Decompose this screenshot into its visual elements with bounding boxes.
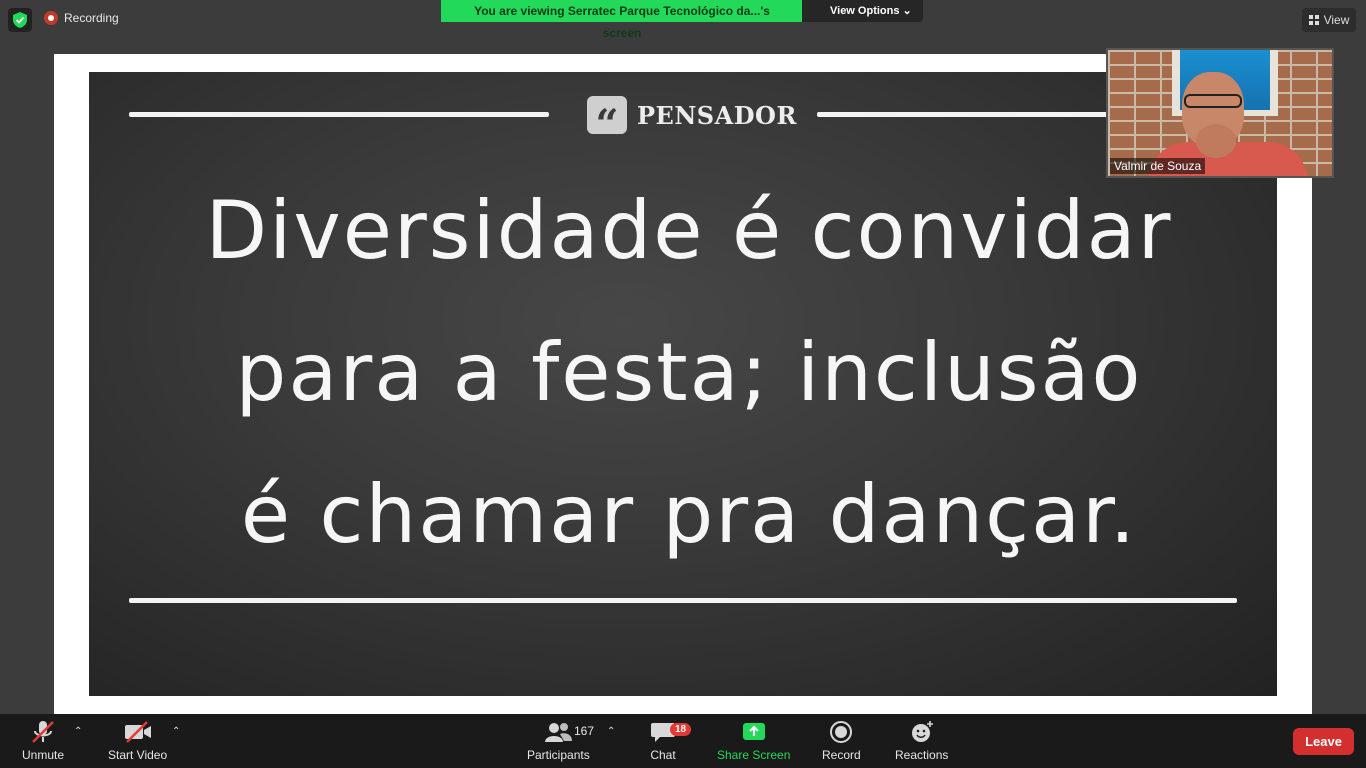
quote-line: é chamar pra dançar. bbox=[240, 468, 1138, 561]
chevron-down-icon: ⌄ bbox=[902, 5, 912, 17]
quote-line: para a festa; inclusão bbox=[235, 326, 1143, 419]
recording-label: Recording bbox=[64, 11, 119, 25]
video-options-caret[interactable]: ⌃ bbox=[172, 726, 181, 737]
viewing-banner bbox=[441, 0, 923, 40]
view-button[interactable] bbox=[1302, 8, 1356, 32]
quote-mark-icon: “ bbox=[587, 96, 627, 134]
leave-button[interactable]: Leave bbox=[1293, 728, 1354, 755]
top-bar bbox=[0, 0, 1366, 40]
record-label: Record bbox=[822, 748, 861, 762]
participant-hands bbox=[1196, 124, 1236, 158]
chalkboard-image bbox=[89, 72, 1277, 696]
logo-text: PENSADOR bbox=[637, 100, 797, 130]
share-screen-button[interactable] bbox=[717, 720, 790, 762]
divider-line bbox=[129, 112, 549, 117]
pensador-logo bbox=[587, 96, 797, 148]
participants-count: 167 bbox=[574, 724, 595, 738]
participants-icon bbox=[543, 720, 573, 744]
viewing-banner-text: You are viewing Serratec Parque Tecnológico da...'s screen bbox=[441, 0, 802, 22]
unmute-button[interactable] bbox=[22, 720, 64, 762]
microphone-muted-icon bbox=[30, 720, 56, 744]
smiley-plus-icon bbox=[909, 720, 935, 744]
share-screen-label: Share Screen bbox=[717, 748, 791, 762]
record-button[interactable] bbox=[822, 720, 861, 762]
reactions-label: Reactions bbox=[895, 748, 949, 762]
chat-button[interactable] bbox=[650, 720, 687, 762]
recording-icon bbox=[44, 11, 58, 25]
view-options-button[interactable] bbox=[802, 0, 923, 22]
divider-line bbox=[129, 598, 1237, 603]
chat-unread-badge: 18 bbox=[670, 723, 691, 736]
unmute-label: Unmute bbox=[22, 748, 65, 762]
participant-video-tile[interactable] bbox=[1106, 48, 1334, 178]
view-options-label: View Options bbox=[830, 5, 900, 17]
meeting-toolbar bbox=[0, 714, 1366, 768]
quote-text bbox=[149, 160, 1229, 586]
share-screen-icon bbox=[741, 720, 767, 744]
recording-indicator[interactable] bbox=[44, 11, 119, 25]
quote-line: Diversidade é convidar bbox=[205, 184, 1173, 277]
participants-label: Participants bbox=[527, 748, 590, 762]
participants-options-caret[interactable]: ⌃ bbox=[607, 726, 616, 737]
chat-label: Chat bbox=[650, 748, 676, 762]
reactions-button[interactable] bbox=[895, 720, 948, 762]
start-video-label: Start Video bbox=[108, 748, 168, 762]
participant-name: Valmir de Souza bbox=[1110, 158, 1205, 174]
camera-off-icon bbox=[123, 720, 153, 744]
security-shield-icon[interactable] bbox=[8, 8, 32, 32]
audio-options-caret[interactable]: ⌃ bbox=[74, 726, 83, 737]
view-label: View bbox=[1323, 13, 1350, 27]
glasses bbox=[1184, 94, 1242, 108]
start-video-button[interactable] bbox=[108, 720, 167, 762]
record-icon bbox=[829, 720, 853, 744]
grid-view-icon bbox=[1309, 15, 1319, 25]
